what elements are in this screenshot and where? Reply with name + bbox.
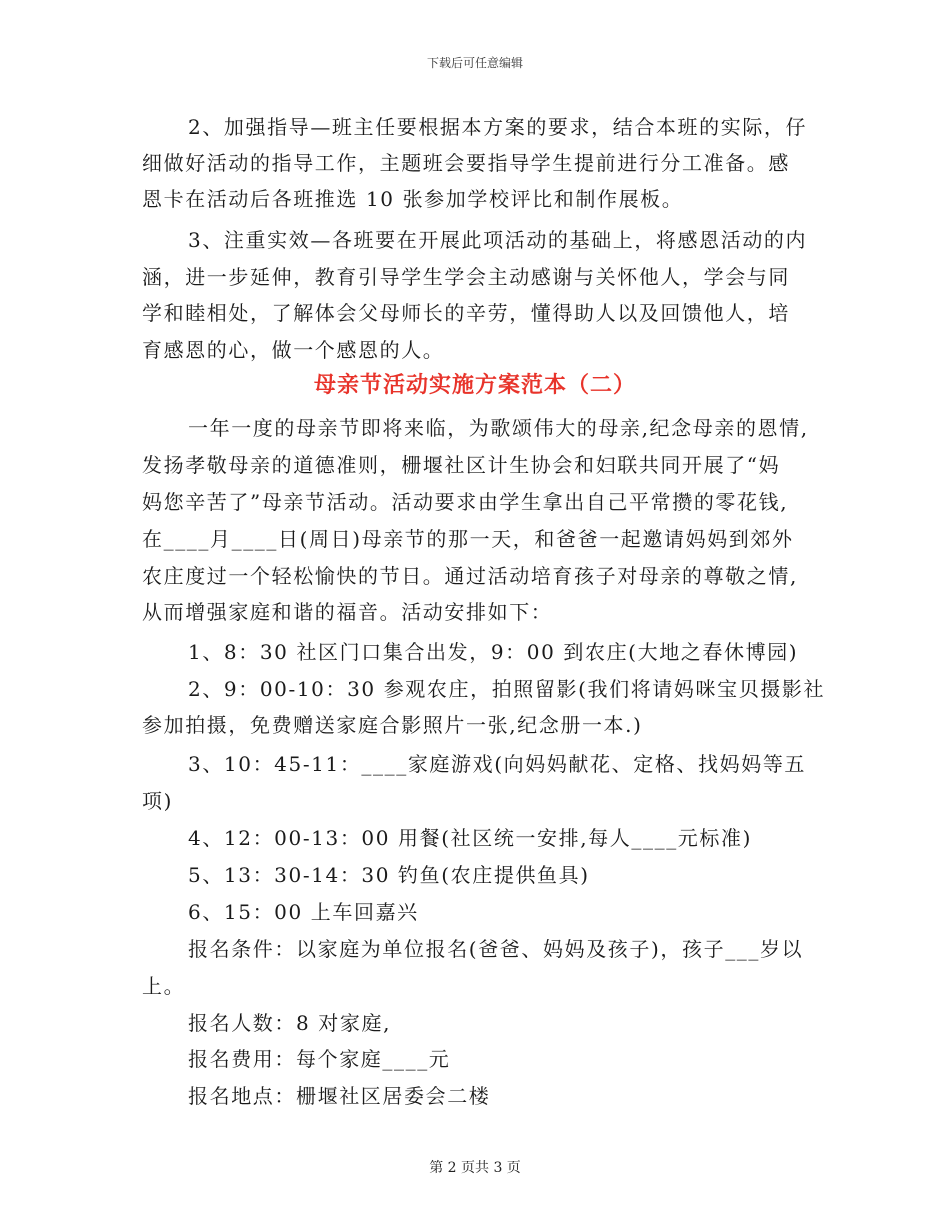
paragraph-line: 妈您辛苦了”母亲节活动。活动要求由学生拿出自己平常攒的零花钱, [142,490,789,514]
section-title: 母亲节活动实施方案范本（二） [313,372,636,398]
paragraph-line: 农庄度过一个轻松愉快的节日。通过活动培育孩子对母亲的尊敬之情, [142,564,798,588]
paragraph-line: 发扬孝敬母亲的道德准则，栅堰社区计生协会和妇联共同开展了“妈 [142,453,781,477]
schedule-item: 3、10：45-11：____家庭游戏(向妈妈献花、定格、找妈妈等五 [188,752,807,776]
schedule-item: 6、15：00 上车回嘉兴 [188,900,419,924]
page-header: 下载后可任意编辑 [426,56,523,70]
schedule-item: 5、13：30-14：30 钓鱼(农庄提供鱼具) [188,863,590,887]
page-footer: 第 2 页共 3 页 [429,1160,521,1176]
paragraph-line: 在____月____日(周日)母亲节的那一天，和爸爸一起邀请妈妈到郊外 [142,527,794,551]
schedule-item-continued: 项) [142,789,174,813]
paragraph-line: 细做好活动的指导工作，主题班会要指导学生提前进行分工准备。感 [142,151,790,175]
registration-fee: 报名费用：每个家庭____元 [188,1047,451,1071]
paragraph-line: 2、加强指导—班主任要根据本方案的要求，结合本班的实际，仔 [188,115,808,139]
registration-condition: 报名条件：以家庭为单位报名(爸爸、妈妈及孩子)，孩子___岁以 [188,937,804,961]
schedule-item: 4、12：00-13：00 用餐(社区统一安排,每人____元标准) [188,826,752,850]
paragraph-line: 育感恩的心，做一个感恩的人。 [142,338,445,362]
registration-condition-continued: 上。 [142,974,186,998]
paragraph-line: 涵，进一步延伸，教育引导学生学会主动感谢与关怀他人，学会与同 [142,265,790,289]
registration-count: 报名人数：8 对家庭, [188,1011,392,1035]
paragraph-line: 学和睦相处，了解体会父母师长的辛劳，懂得助人以及回馈他人，培 [142,301,790,325]
paragraph-line: 从而增强家庭和谐的福音。活动安排如下： [142,600,553,624]
paragraph-line: 一年一度的母亲节即将来临，为歌颂伟大的母亲,纪念母亲的恩情, [188,416,809,440]
paragraph-line: 恩卡在活动后各班推选 10 张参加学校评比和制作展板。 [142,187,684,211]
schedule-item: 2、9：00-10：30 参观农庄，拍照留影(我们将请妈咪宝贝摄影社 [188,677,826,701]
registration-location: 报名地点：栅堰社区居委会二楼 [188,1084,491,1108]
schedule-item: 1、8：30 社区门口集合出发，9：00 到农庄(大地之春休博园) [188,640,799,664]
paragraph-line: 3、注重实效—各班要在开展此项活动的基础上，将感恩活动的内 [188,228,808,252]
schedule-item-continued: 参加拍摄，免费赠送家庭合影照片一张,纪念册一本.) [142,713,643,737]
